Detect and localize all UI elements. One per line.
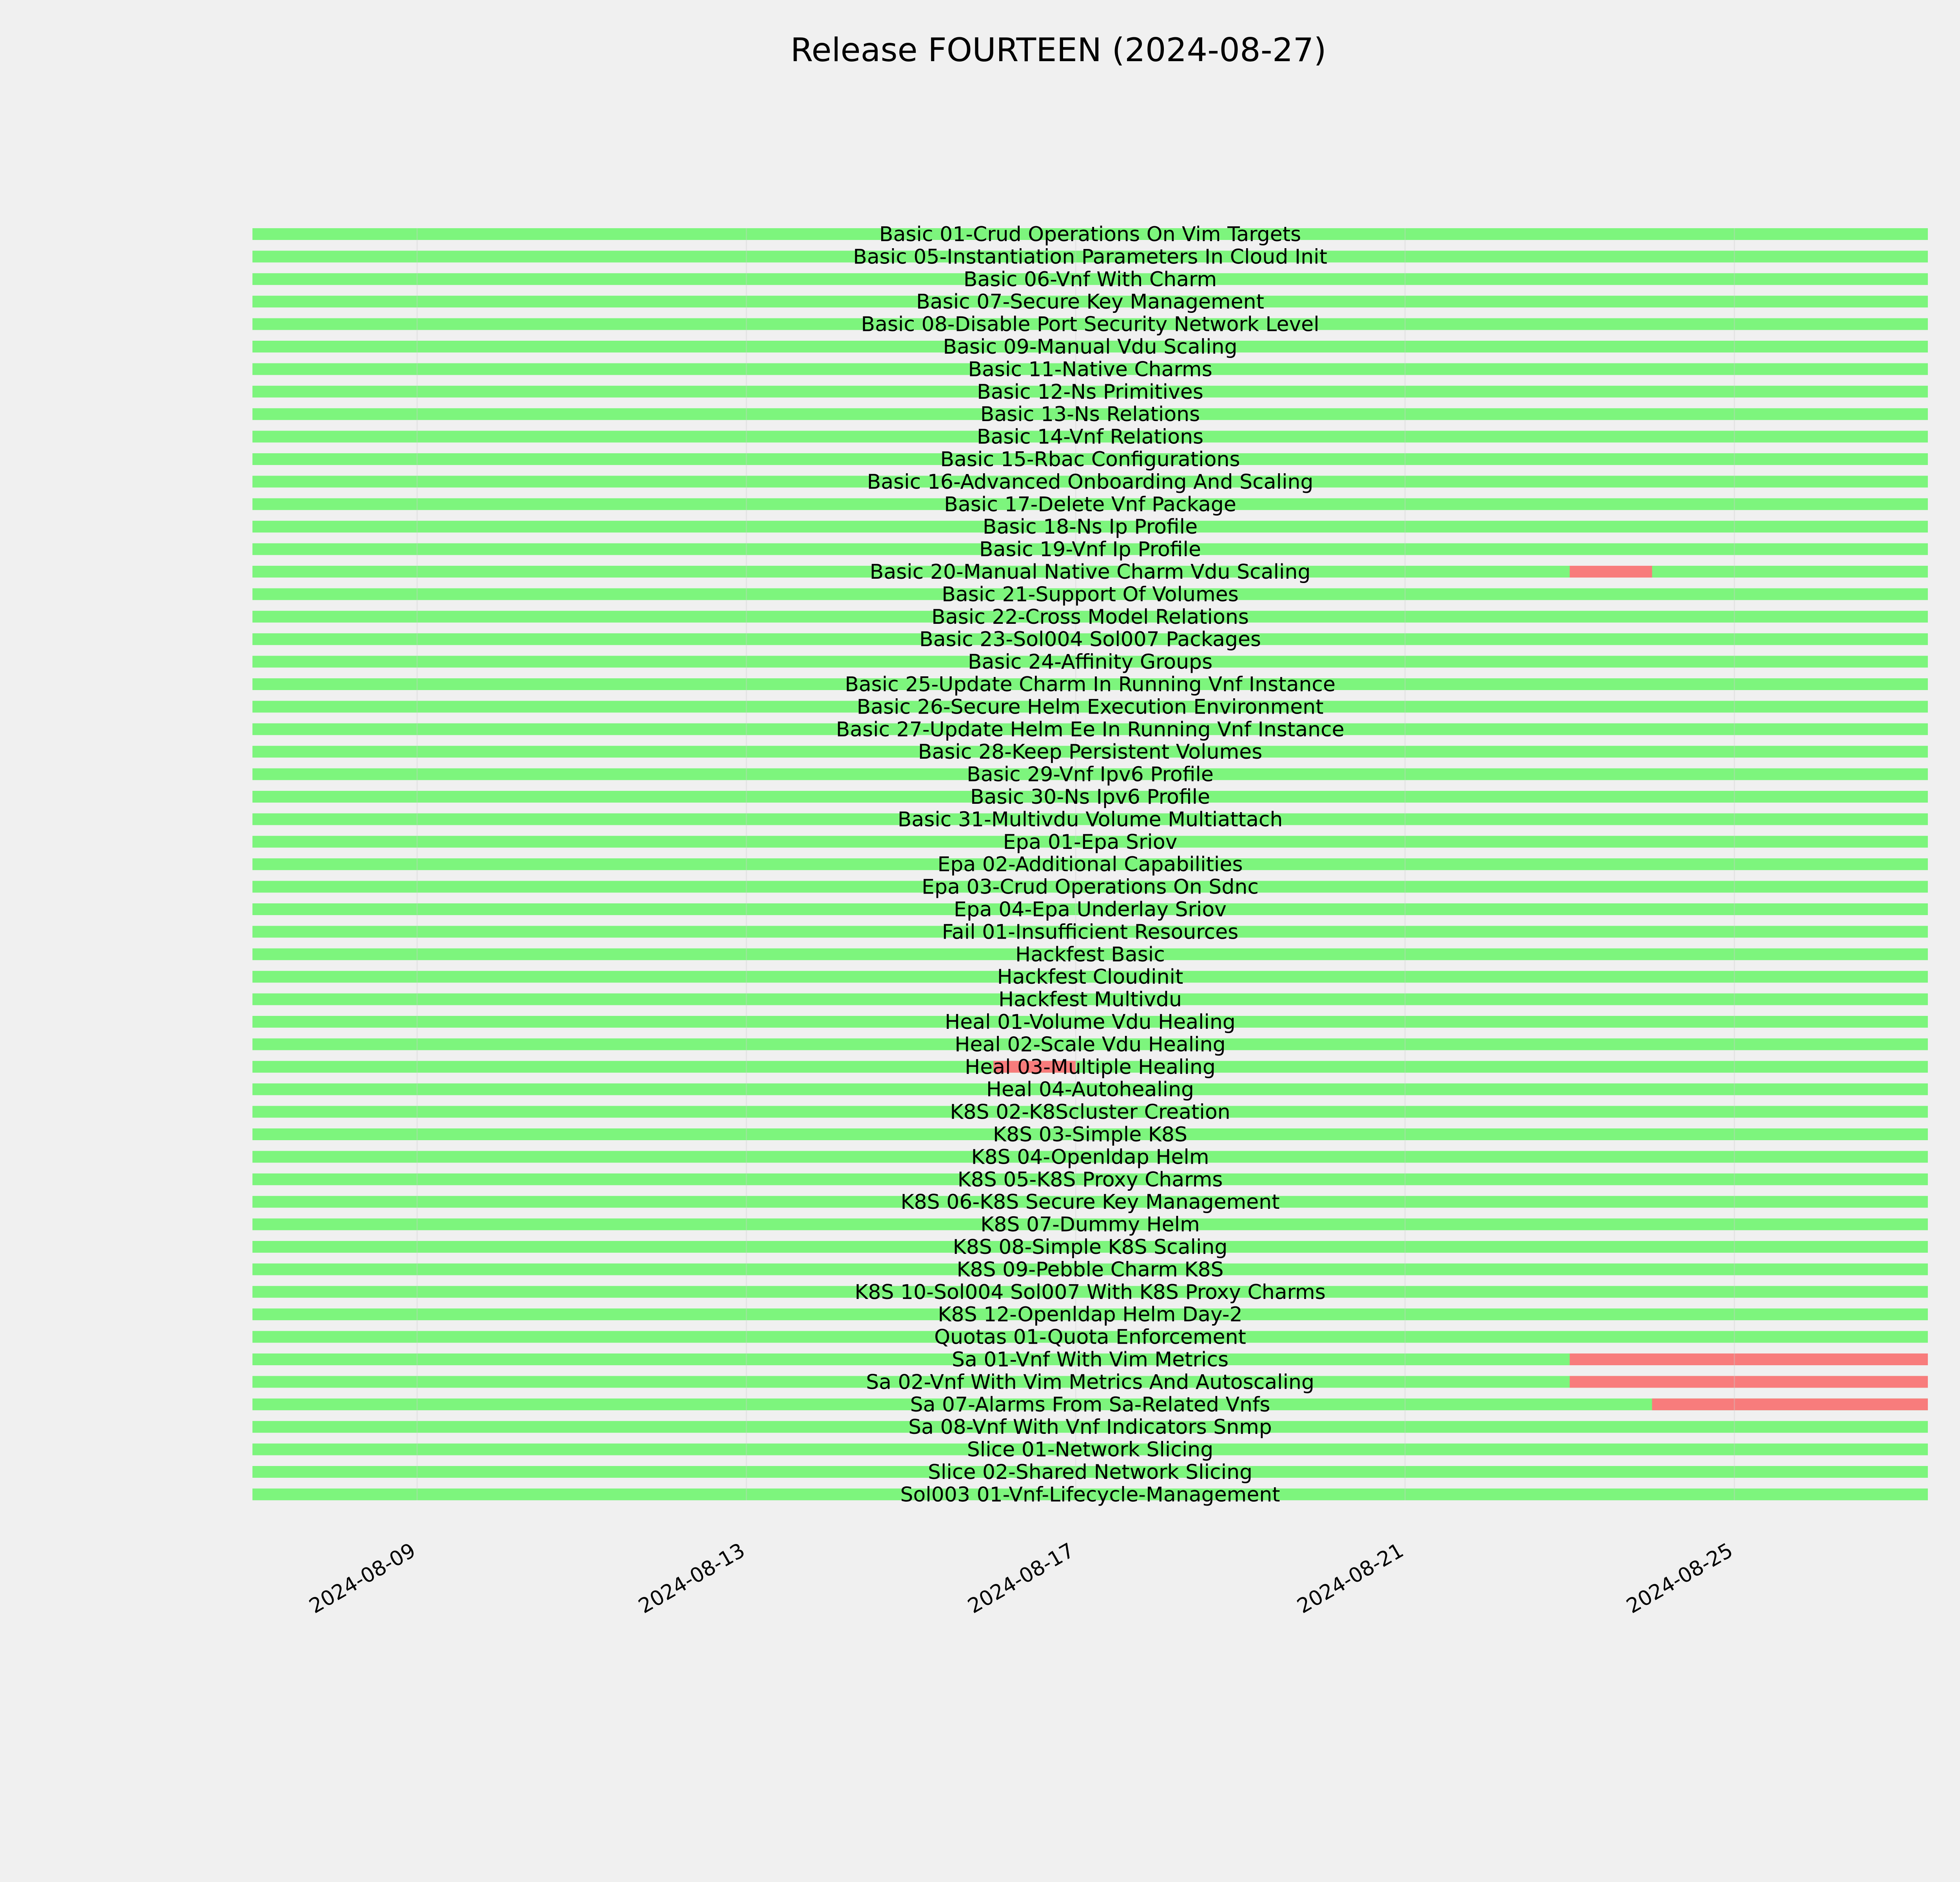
row-label: Basic 13-Ns Relations (980, 403, 1200, 427)
row-label: K8S 06-K8S Secure Key Management (900, 1190, 1280, 1214)
row-label: K8S 10-Sol004 Sol007 With K8S Proxy Charms (855, 1280, 1326, 1304)
row-label: Quotas 01-Quota Enforcement (934, 1325, 1246, 1349)
row-label: K8S 03-Simple K8S (993, 1123, 1187, 1146)
row-label: Fail 01-Insufficient Resources (942, 920, 1239, 944)
row-label: Basic 12-Ns Primitives (977, 380, 1203, 404)
row-label: Basic 15-Rbac Configurations (940, 448, 1240, 471)
row-label: Basic 30-Ns Ipv6 Profile (970, 785, 1210, 809)
chart-title: Release FOURTEEN (2024-08-27) (790, 31, 1327, 69)
row-label: Epa 02-Additional Capabilities (937, 853, 1243, 877)
row-label: Basic 11-Native Charms (968, 358, 1212, 381)
row-label: K8S 04-Openldap Helm (971, 1145, 1209, 1169)
row-bar-fail (1570, 566, 1652, 578)
row-label: Heal 03-Multiple Healing (965, 1055, 1216, 1079)
row-bar-fail (1570, 1376, 1928, 1388)
row-label: Heal 01-Volume Vdu Healing (945, 1010, 1236, 1034)
row-label: Basic 24-Affinity Groups (967, 650, 1213, 674)
row-label: Basic 17-Delete Vnf Package (944, 492, 1236, 516)
row-label: Basic 31-Multivdu Volume Multiattach (897, 808, 1283, 832)
row-label: Heal 02-Scale Vdu Healing (955, 1033, 1226, 1057)
row-label: Basic 25-Update Charm In Running Vnf Instance (845, 673, 1336, 696)
row-label: K8S 08-Simple K8S Scaling (953, 1235, 1228, 1259)
row-label: Slice 02-Shared Network Slicing (927, 1461, 1253, 1484)
row-label: Basic 22-Cross Model Relations (931, 605, 1249, 629)
row-label: Sa 07-Alarms From Sa-Related Vnfs (910, 1393, 1270, 1417)
row-label: Epa 01-Epa Sriov (1003, 830, 1178, 854)
x-tick-label: 2024-08-25 (1622, 1539, 1737, 1619)
row-label: Sa 01-Vnf With Vim Metrics (951, 1348, 1229, 1372)
row-bar-fail (1652, 1399, 1928, 1410)
row-label: Basic 16-Advanced Onboarding And Scaling (867, 470, 1314, 494)
row-label: Basic 09-Manual Vdu Scaling (943, 335, 1238, 359)
x-tick-label: 2024-08-09 (305, 1539, 420, 1619)
row-label: Hackfest Basic (1015, 943, 1165, 966)
row-label: Basic 19-Vnf Ip Profile (979, 538, 1201, 561)
x-tick-label: 2024-08-21 (1293, 1539, 1408, 1619)
row-label: Basic 28-Keep Persistent Volumes (918, 740, 1263, 764)
row-label: Hackfest Cloudinit (997, 965, 1183, 989)
x-tick-label: 2024-08-13 (634, 1539, 749, 1619)
row-label: K8S 09-Pebble Charm K8S (956, 1258, 1224, 1282)
row-label: Basic 20-Manual Native Charm Vdu Scaling (869, 560, 1311, 584)
row-label: Basic 26-Secure Helm Execution Environment (857, 695, 1324, 719)
row-label: K8S 05-K8S Proxy Charms (957, 1168, 1223, 1192)
row-label: Basic 14-Vnf Relations (976, 425, 1204, 449)
row-label: Basic 23-Sol004 Sol007 Packages (919, 628, 1261, 652)
x-tick-label: 2024-08-17 (964, 1539, 1078, 1619)
row-bar-fail (1570, 1353, 1928, 1365)
row-label: K8S 02-K8Scluster Creation (950, 1100, 1230, 1124)
row-label: Basic 01-Crud Operations On Vim Targets (879, 223, 1301, 246)
row-label: Basic 21-Support Of Volumes (942, 583, 1239, 607)
row-label: Sa 02-Vnf With Vim Metrics And Autoscaling (866, 1370, 1314, 1394)
row-label: K8S 12-Openldap Helm Day-2 (938, 1303, 1243, 1327)
row-label: K8S 07-Dummy Helm (980, 1213, 1200, 1237)
row-label: Basic 07-Secure Key Management (916, 290, 1264, 314)
row-label: Heal 04-Autohealing (986, 1078, 1194, 1102)
row-label: Hackfest Multivdu (998, 988, 1182, 1012)
row-label: Basic 18-Ns Ip Profile (982, 515, 1198, 539)
row-label: Sol003 01-Vnf-Lifecycle-Management (900, 1483, 1280, 1507)
row-label: Basic 06-Vnf With Charm (963, 267, 1217, 291)
row-label: Sa 08-Vnf With Vnf Indicators Snmp (908, 1415, 1272, 1439)
row-label: Epa 04-Epa Underlay Sriov (954, 898, 1227, 921)
row-label: Basic 29-Vnf Ipv6 Profile (967, 763, 1214, 787)
row-label: Epa 03-Crud Operations On Sdnc (922, 875, 1259, 899)
row-label: Basic 05-Instantiation Parameters In Cloud Init (853, 245, 1327, 269)
row-label: Slice 01-Network Slicing (967, 1438, 1214, 1462)
row-label: Basic 27-Update Helm Ee In Running Vnf Instance (836, 718, 1345, 741)
row-label: Basic 08-Disable Port Security Network Level (861, 312, 1319, 336)
